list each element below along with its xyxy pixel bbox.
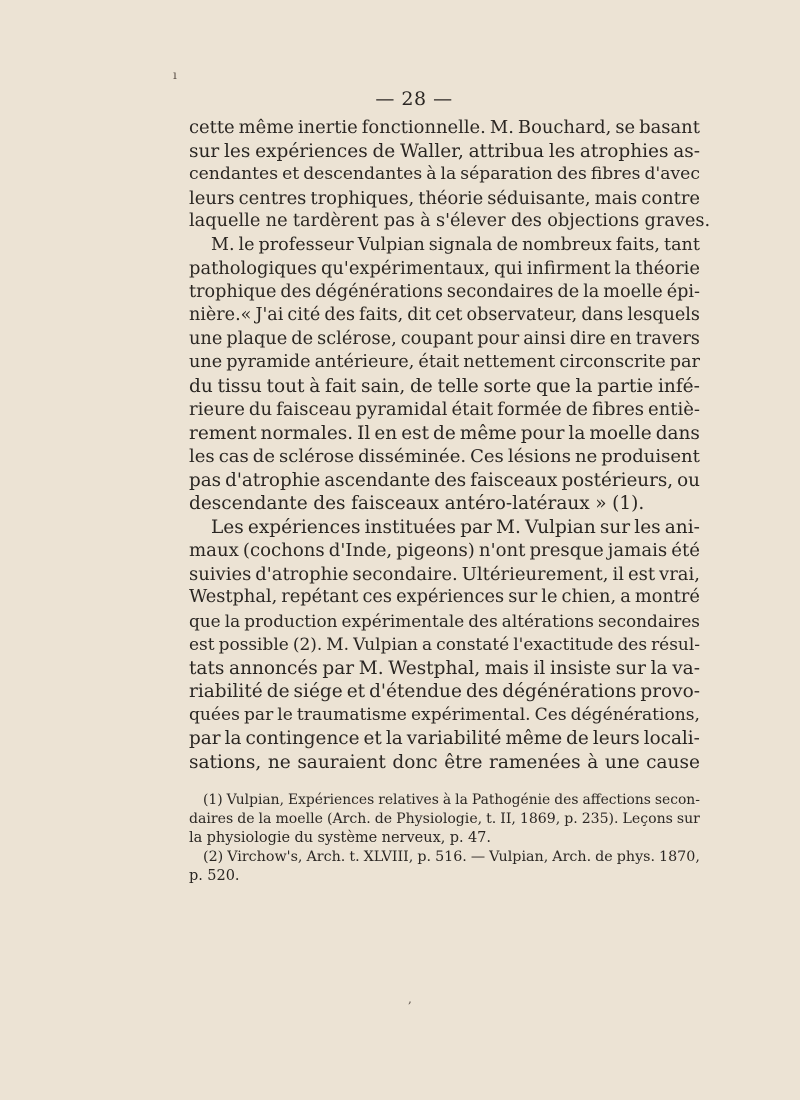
text-line: laquelle ne tardèrent pas à s'élever des objections graves. bbox=[189, 211, 711, 231]
text-line: pas d'atrophie ascendante des faisceaux postérieurs, ou bbox=[189, 469, 700, 491]
text-line: du tissu tout à fait sain, de telle sorte que la partie infé- bbox=[189, 375, 700, 397]
text-line: riabilité de siége et d'étendue des dégénérations provo- bbox=[189, 681, 700, 702]
text-line: rement normales. Il en est de même pour la moelle dans bbox=[189, 422, 700, 444]
text-line: quées par le traumatisme expérimental. Ces dégénérations, bbox=[189, 704, 700, 725]
paper-speck: , bbox=[408, 992, 412, 1006]
page-number-text: — 28 — bbox=[375, 88, 453, 110]
body-text bbox=[189, 116, 711, 774]
text-line: Les expériences instituées par M. Vulpian sur les ani- bbox=[211, 516, 700, 538]
text-line: par la contingence et la variabilité même de leurs locali- bbox=[189, 728, 700, 749]
text-line: trophique des dégénérations secondaires de la moelle épi- bbox=[189, 281, 700, 302]
text-line: nière.« J'ai cité des faits, dit cet observateur, dans lesquels bbox=[189, 305, 700, 325]
footnote-line: (2) Virchow's, Arch. t. XLVIII, p. 516. — Vulpian, Arch. de phys. 1870, bbox=[203, 849, 700, 865]
text-line: les cas de sclérose disséminée. Ces lésions ne produisent bbox=[189, 446, 700, 467]
text-line: leurs centres trophiques, théorie séduisante, mais contre bbox=[189, 187, 700, 209]
text-line: cette même inertie fonctionnelle. M. Bouchard, se basant bbox=[189, 117, 700, 138]
text-line: rieure du faisceau pyramidal était formée de fibres entiè- bbox=[189, 399, 700, 420]
text-line: cendantes et descendantes à la séparation des fibres d'avec bbox=[189, 164, 700, 184]
text-line: tats annoncés par M. Westphal, mais il insiste sur la va- bbox=[189, 657, 700, 679]
text-line: suivies d'atrophie secondaire. Ultérieurement, il est vrai, bbox=[189, 563, 700, 585]
text-line: une plaque de sclérose, coupant pour ainsi dire en travers bbox=[189, 328, 700, 349]
text-line: que la production expérimentale des altérations secondaires bbox=[189, 610, 700, 631]
text-line: Westphal, repétant ces expériences sur le chien, a montré bbox=[189, 587, 700, 607]
text-line: M. le professeur Vulpian signala de nombreux faits, tant bbox=[211, 234, 700, 255]
text-line: descendante des faisceaux antéro-latéraux » (1). bbox=[189, 493, 645, 514]
text-line: maux (cochons d'Inde, pigeons) n'ont presque jamais été bbox=[189, 540, 700, 561]
footnote-line: (1) Vulpian, Expériences relatives à la Pathogénie des affections secon- bbox=[203, 792, 700, 808]
paper-speck: ı bbox=[173, 68, 177, 82]
text-line: pathologiques qu'expérimentaux, qui infirment la théorie bbox=[189, 258, 700, 279]
text-line: une pyramide antérieure, était nettement circonscrite par bbox=[189, 352, 700, 372]
footnote-line: p. 520. bbox=[189, 868, 240, 884]
text-line: sur les expériences de Waller, attribua les atrophies as- bbox=[189, 140, 700, 162]
text-line: est possible (2). M. Vulpian a constaté l'exactitude des résul- bbox=[189, 634, 700, 654]
footnote-line: daires de la moelle (Arch. de Physiologie, t. II, 1869, p. 235). Leçons sur bbox=[189, 811, 700, 827]
page-number bbox=[0, 88, 800, 110]
footnotes bbox=[189, 791, 700, 886]
text-line: sations, ne sauraient donc être ramenées à une cause bbox=[189, 751, 700, 773]
footnote-line: la physiologie du système nerveux, p. 47. bbox=[189, 830, 492, 846]
